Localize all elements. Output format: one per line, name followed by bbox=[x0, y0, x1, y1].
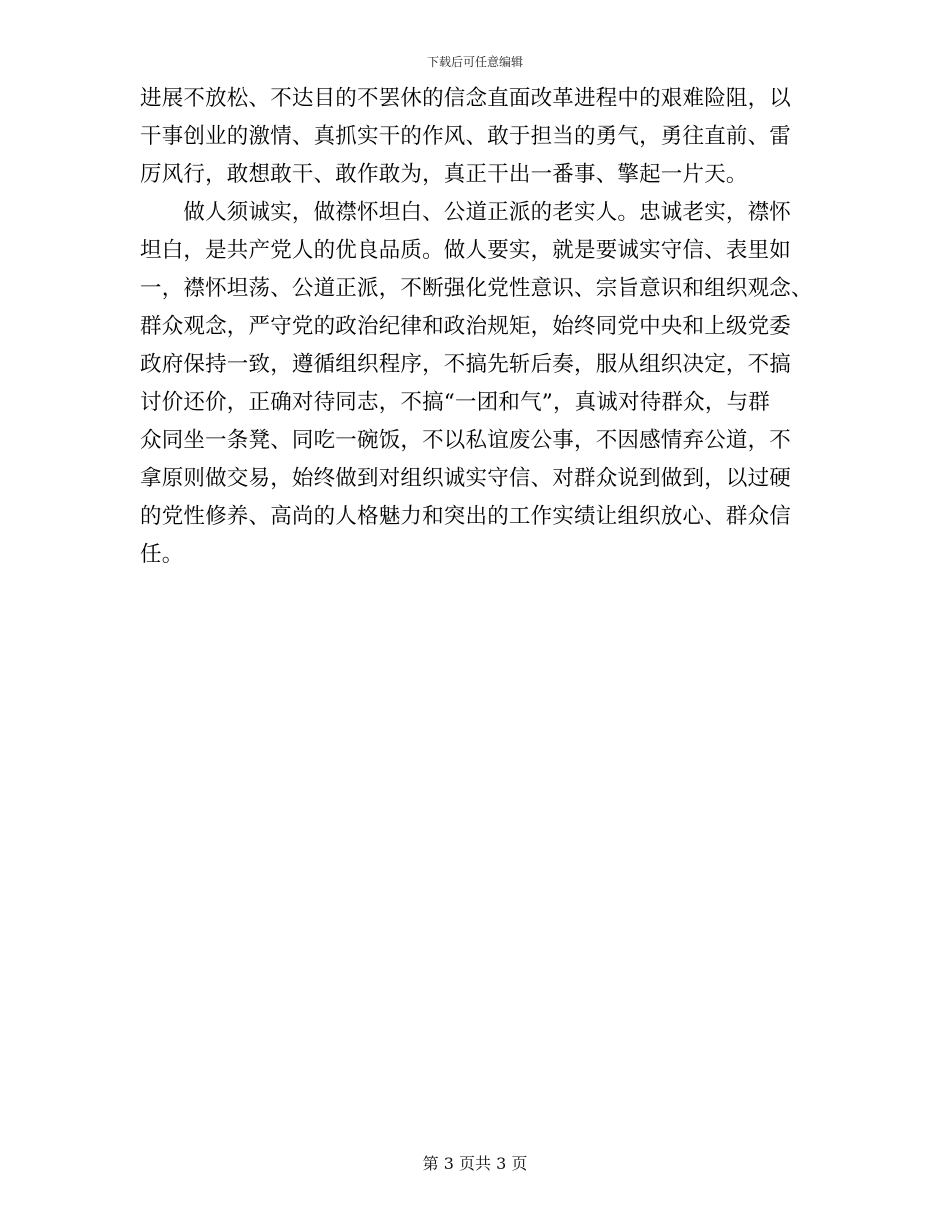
text-line-13: 任。 bbox=[140, 542, 184, 567]
text-line-7: 群众观念，严守党的政治纪律和政治规矩，始终同党中央和上级党委 bbox=[140, 314, 792, 339]
page-header: 下载后可任意编辑 bbox=[426, 55, 523, 69]
text-line-2: 干事创业的激情、真抓实干的作风、敢于担当的勇气，勇往直前、雷 bbox=[140, 124, 792, 149]
text-line-11: 拿原则做交易，始终做到对组织诚实守信、对群众说到做到，以过硬 bbox=[140, 466, 792, 491]
text-line-4: 做人须诚实，做襟怀坦白、公道正派的老实人。忠诚老实，襟怀 bbox=[140, 200, 792, 225]
text-line-5: 坦白，是共产党人的优良品质。做人要实，就是要诚实守信、表里如 bbox=[140, 238, 792, 263]
page-number-footer: 第 3 页共 3 页 bbox=[422, 1154, 528, 1173]
text-line-8: 政府保持一致，遵循组织程序，不搞先斩后奏，服从组织决定，不搞 bbox=[140, 352, 792, 377]
document-body bbox=[140, 80, 812, 574]
text-line-6: 一，襟怀坦荡、公道正派，不断强化党性意识、宗旨意识和组织观念、 bbox=[140, 276, 813, 301]
text-line-9: 讨价还价，正确对待同志，不搞“一团和气”，真诚对待群众，与群 bbox=[140, 390, 770, 415]
text-line-1: 进展不放松、不达目的不罢休的信念直面改革进程中的艰难险阻，以 bbox=[140, 86, 792, 111]
text-line-10: 众同坐一条凳、同吃一碗饭，不以私谊废公事，不因感情弃公道，不 bbox=[140, 428, 792, 453]
text-line-12: 的党性修养、高尚的人格魅力和突出的工作实绩让组织放心、群众信 bbox=[140, 504, 792, 529]
text-line-3: 厉风行，敢想敢干、敢作敢为，真正干出一番事、擎起一片天。 bbox=[140, 162, 748, 187]
